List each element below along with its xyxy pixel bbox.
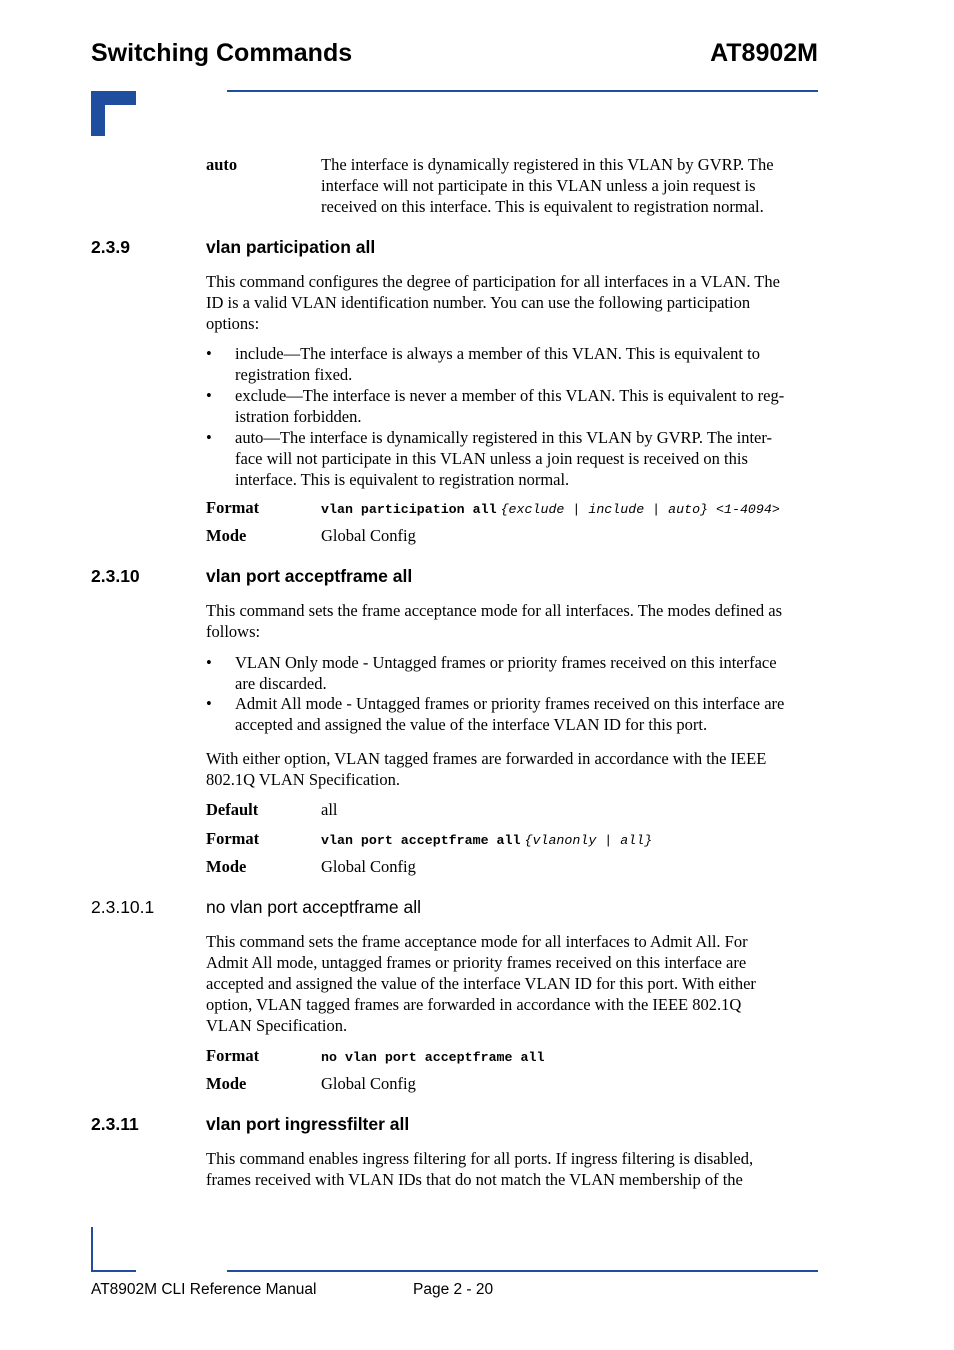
body-line: frames received with VLAN IDs that do not match the VLAN membership of the (206, 1170, 743, 1189)
format-arguments: {vlanonly | all} (524, 833, 653, 848)
list-item-line: accepted and assigned the value of the interface VLAN ID for this port. (235, 715, 708, 734)
body-line: This command enables ingress filtering for all ports. If ingress filtering is disabled, (206, 1149, 754, 1168)
list-item-line: interface. This is equivalent to registration normal. (235, 470, 570, 489)
body-line: This command configures the degree of participation for all interfaces in a VLAN. The (206, 272, 780, 291)
mode-label: Mode (206, 1074, 247, 1093)
corner-mark-top-vertical (91, 91, 105, 136)
section-body (206, 271, 818, 334)
list-item (235, 652, 825, 694)
section-title: vlan participation all (206, 237, 376, 257)
format-syntax (321, 1048, 544, 1066)
bullet-marker: • (206, 344, 212, 363)
header-rule (227, 90, 818, 92)
section-body (206, 1148, 818, 1190)
body-line: VLAN Specification. (206, 1016, 348, 1035)
footer-page-number: Page 2 - 20 (413, 1281, 494, 1298)
section-body (206, 748, 818, 790)
list-item (235, 343, 825, 385)
format-syntax (321, 500, 780, 518)
bullet-marker: • (206, 694, 212, 713)
format-syntax (321, 831, 652, 849)
definition-line: received on this interface. This is equivalent to registration normal. (321, 197, 764, 216)
body-line: ID is a valid VLAN identification number. You can use the following participation (206, 293, 751, 312)
list-item (235, 693, 825, 735)
body-line: Admit All mode, untagged frames or priority frames received on this interface are (206, 953, 747, 972)
list-item (235, 385, 825, 427)
section-number: 2.3.9 (91, 237, 130, 257)
bullet-marker: • (206, 428, 212, 447)
body-line: option, VLAN tagged frames are forwarded in accordance with the IEEE 802.1Q (206, 995, 742, 1014)
definition-line: interface will not participate in this VLAN unless a join request is (321, 176, 756, 195)
footer-manual-title: AT8902M CLI Reference Manual (91, 1281, 317, 1298)
subsection-title: no vlan port acceptframe all (206, 897, 421, 917)
header-right-title: AT8902M (710, 39, 818, 67)
format-label: Format (206, 1046, 260, 1065)
definition-auto (321, 154, 821, 217)
mode-value: Global Config (321, 1074, 416, 1093)
body-line: options: (206, 314, 260, 333)
section-title: vlan port ingressfilter all (206, 1114, 410, 1134)
header-left-title: Switching Commands (91, 39, 353, 67)
list-item-line: exclude—The interface is never a member of this VLAN. This is equivalent to reg- (235, 386, 785, 405)
format-arguments: {exclude | include | auto} <1-4094> (500, 502, 780, 517)
subsection-number: 2.3.10.1 (91, 897, 155, 917)
term-auto: auto (206, 155, 238, 174)
format-command: vlan participation all (321, 502, 497, 517)
body-line: With either option, VLAN tagged frames are forwarded in accordance with the IEEE (206, 749, 767, 768)
corner-mark-bottom-horizontal (91, 1270, 136, 1272)
bullet-marker: • (206, 653, 212, 672)
mode-value: Global Config (321, 857, 416, 876)
list-item-line: include—The interface is always a member of this VLAN. This is equivalent to (235, 344, 760, 363)
section-body (206, 931, 818, 1036)
mode-value: Global Config (321, 526, 416, 545)
default-value: all (321, 800, 338, 819)
body-line: follows: (206, 622, 261, 641)
format-command: vlan port acceptframe all (321, 833, 521, 848)
corner-mark-bottom-vertical (91, 1227, 93, 1272)
default-label: Default (206, 800, 259, 819)
mode-label: Mode (206, 857, 247, 876)
body-line: This command sets the frame acceptance mode for all interfaces. The modes defined as (206, 601, 783, 620)
list-item-line: registration fixed. (235, 365, 353, 384)
section-number: 2.3.11 (91, 1114, 139, 1134)
list-item-line: istration forbidden. (235, 407, 362, 426)
list-item-line: face will not participate in this VLAN unless a join request is received on this (235, 449, 748, 468)
bullet-marker: • (206, 386, 212, 405)
format-label: Format (206, 829, 260, 848)
body-line: 802.1Q VLAN Specification. (206, 770, 400, 789)
body-line: accepted and assigned the value of the interface VLAN ID for this port. With either (206, 974, 756, 993)
format-command: no vlan port acceptframe all (321, 1050, 545, 1065)
format-label: Format (206, 498, 260, 517)
section-title: vlan port acceptframe all (206, 566, 413, 586)
list-item-line: auto—The interface is dynamically registered in this VLAN by GVRP. The inter- (235, 428, 773, 447)
mode-label: Mode (206, 526, 247, 545)
section-body (206, 600, 818, 642)
definition-line: The interface is dynamically registered in this VLAN by GVRP. The (321, 155, 774, 174)
body-line: This command sets the frame acceptance mode for all interfaces to Admit All. For (206, 932, 748, 951)
list-item-line: VLAN Only mode - Untagged frames or priority frames received on this interface (235, 653, 777, 672)
list-item (235, 427, 825, 490)
list-item-line: Admit All mode - Untagged frames or priority frames received on this interface are (235, 694, 785, 713)
section-number: 2.3.10 (91, 566, 140, 586)
footer-rule (227, 1270, 818, 1272)
list-item-line: are discarded. (235, 674, 327, 693)
